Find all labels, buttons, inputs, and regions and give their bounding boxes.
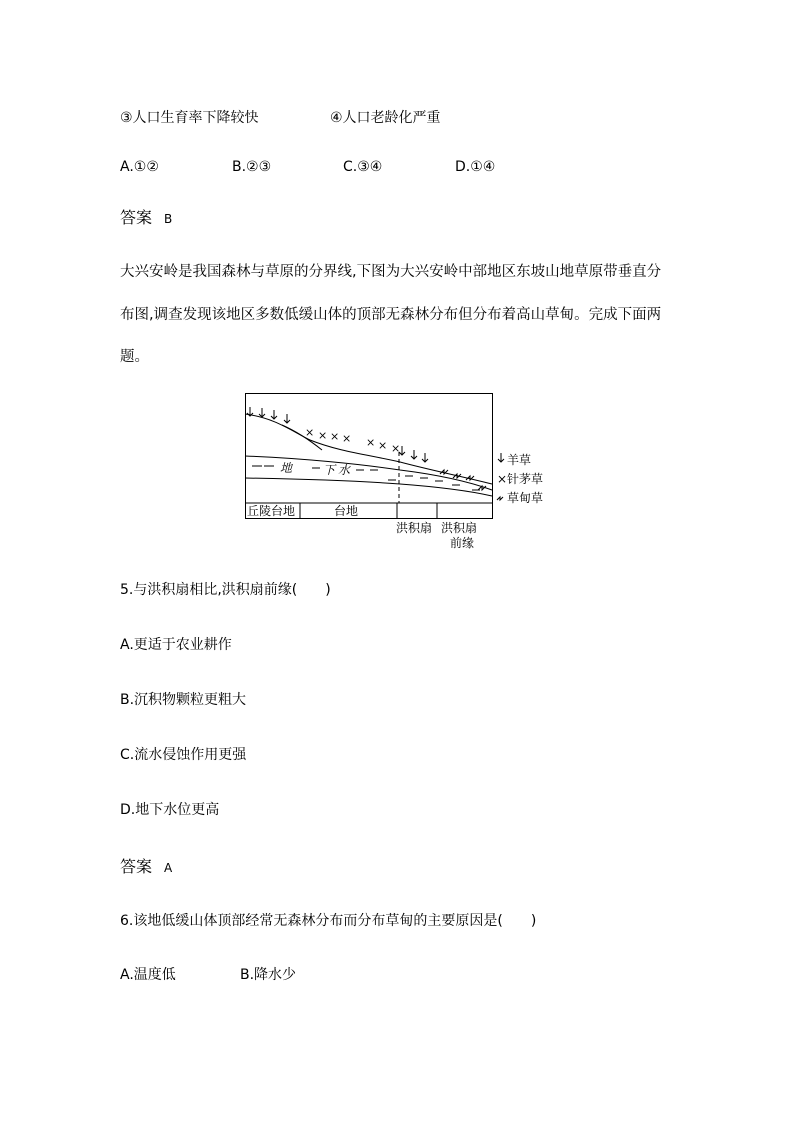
- zone-label-fan-front-1: 洪积扇: [441, 521, 478, 535]
- q6-option-a: A.温度低: [120, 967, 176, 983]
- prev-item-4: ④人口老龄化严重: [330, 110, 441, 126]
- legend-label-2: 草甸草: [507, 491, 544, 505]
- svg-text:×: ×: [318, 429, 328, 442]
- groundwater-label-1: 地: [280, 461, 293, 475]
- q5-option-a: A.更适于农业耕作: [120, 637, 232, 653]
- svg-text:×: ×: [342, 432, 352, 445]
- svg-text:×: ×: [305, 426, 315, 439]
- q6-option-b: B.降水少: [240, 967, 297, 983]
- q6-stem: 6.该地低缓山体顶部经常无森林分布而分布草甸的主要原因是( ): [120, 913, 537, 929]
- zone-label-fan-front-2: 前缘: [450, 536, 475, 550]
- answer-label: 答案: [120, 857, 153, 876]
- prev-option-a: A.①②: [120, 159, 159, 175]
- answer-label: 答案: [120, 208, 153, 227]
- passage-line-2: 布图,调查发现该地区多数低缓山体的顶部无森林分布但分布着高山草甸。完成下面两: [120, 307, 662, 323]
- figure-legend: [497, 452, 543, 505]
- vegetation-profile-figure: [240, 388, 560, 558]
- q5-option-d: D.地下水位更高: [120, 802, 220, 818]
- svg-text:×: ×: [391, 442, 401, 455]
- cross-grass-icon: ×: [497, 472, 508, 486]
- passage-line-1: 大兴安岭是我国森林与草原的分界线,下图为大兴安岭中部地区东坡山地草原带垂直分: [120, 264, 662, 280]
- answer-value: A: [164, 861, 173, 875]
- svg-text:×: ×: [330, 430, 340, 443]
- zone-label-terrace: 台地: [334, 504, 359, 518]
- svg-text:×: ×: [378, 439, 388, 452]
- passage-line-3: 题。: [120, 349, 149, 365]
- zone-label-alluvial-fan: 洪积扇: [396, 521, 433, 535]
- zone-label-hill-terrace: 丘陵台地: [247, 504, 296, 518]
- cross-grass-symbols: [305, 426, 400, 455]
- arrow-grass-icon: [498, 453, 504, 462]
- legend-label-1: 针茅草: [507, 472, 544, 486]
- q5-stem: 5.与洪积扇相比,洪积扇前缘( ): [120, 582, 331, 598]
- prev-option-c: C.③④: [343, 159, 383, 175]
- q5-option-c: C.流水侵蚀作用更强: [120, 747, 247, 763]
- q5-answer: [120, 857, 172, 878]
- prev-answer: [120, 208, 172, 229]
- q5-option-b: B.沉积物颗粒更粗大: [120, 692, 247, 708]
- meadow-grass-icon: [497, 497, 503, 500]
- groundwater-label-2: 下水: [323, 463, 354, 477]
- prev-option-d: D.①④: [455, 159, 496, 175]
- legend-label-0: 羊草: [507, 453, 532, 467]
- prev-option-b: B.②③: [232, 159, 272, 175]
- groundwater-bottom-line: [245, 478, 492, 496]
- svg-text:×: ×: [366, 436, 376, 449]
- answer-value: B: [164, 212, 173, 226]
- prev-item-3: ③人口生育率下降较快: [120, 110, 259, 126]
